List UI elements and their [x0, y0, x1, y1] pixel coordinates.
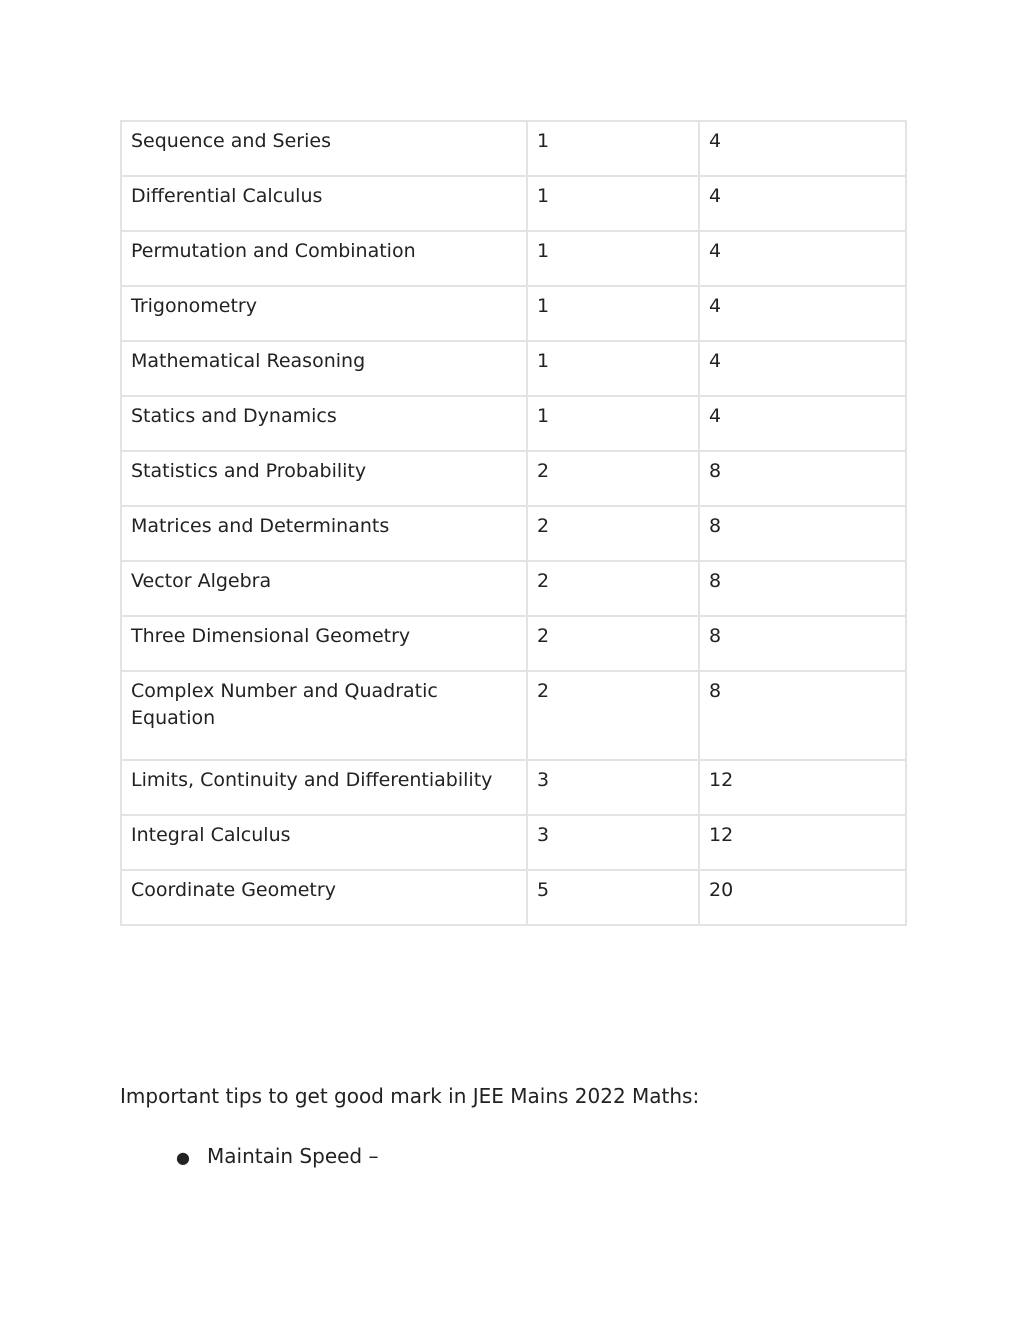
list-item [176, 1142, 378, 1172]
table-row [121, 396, 906, 451]
table-row [121, 451, 906, 506]
questions-cell: 1 [527, 121, 699, 176]
questions-cell: 2 [527, 616, 699, 671]
questions-cell: 1 [527, 231, 699, 286]
table-row [121, 176, 906, 231]
topic-cell: Limits, Continuity and Differentiability [121, 760, 527, 815]
marks-cell: 20 [699, 870, 906, 925]
topic-cell: Statics and Dynamics [121, 396, 527, 451]
topic-cell: Integral Calculus [121, 815, 527, 870]
list-item-text: Maintain Speed – [207, 1144, 379, 1168]
table-row [121, 561, 906, 616]
marks-cell: 8 [699, 561, 906, 616]
marks-cell: 4 [699, 341, 906, 396]
questions-cell: 3 [527, 815, 699, 870]
topic-cell: Matrices and Determinants [121, 506, 527, 561]
marks-cell: 4 [699, 286, 906, 341]
topic-cell: Permutation and Combination [121, 231, 527, 286]
table-row [121, 231, 906, 286]
table-row [121, 341, 906, 396]
marks-cell: 4 [699, 231, 906, 286]
table-row [121, 760, 906, 815]
table-row [121, 870, 906, 925]
table-row [121, 286, 906, 341]
marks-cell: 4 [699, 176, 906, 231]
table-row [121, 616, 906, 671]
bullet-icon: ● [176, 1148, 190, 1167]
marks-cell: 4 [699, 121, 906, 176]
topic-cell: Complex Number and Quadratic Equation [121, 671, 527, 760]
questions-cell: 2 [527, 506, 699, 561]
marks-cell: 4 [699, 396, 906, 451]
questions-cell: 1 [527, 176, 699, 231]
questions-cell: 2 [527, 561, 699, 616]
topic-cell: Trigonometry [121, 286, 527, 341]
topic-cell: Mathematical Reasoning [121, 341, 527, 396]
topic-cell: Three Dimensional Geometry [121, 616, 527, 671]
marks-cell: 8 [699, 451, 906, 506]
questions-cell: 2 [527, 671, 699, 760]
marks-cell: 12 [699, 815, 906, 870]
marks-cell: 12 [699, 760, 906, 815]
table-row [121, 506, 906, 561]
table-row [121, 671, 906, 760]
topic-cell: Vector Algebra [121, 561, 527, 616]
questions-cell: 1 [527, 396, 699, 451]
questions-cell: 1 [527, 341, 699, 396]
questions-cell: 1 [527, 286, 699, 341]
tips-list [176, 1142, 378, 1172]
marks-cell: 8 [699, 506, 906, 561]
questions-cell: 5 [527, 870, 699, 925]
topic-cell: Differential Calculus [121, 176, 527, 231]
topic-cell: Sequence and Series [121, 121, 527, 176]
questions-cell: 3 [527, 760, 699, 815]
marks-cell: 8 [699, 616, 906, 671]
marks-cell: 8 [699, 671, 906, 760]
topic-marks-table [120, 120, 907, 926]
table-row [121, 121, 906, 176]
tips-heading: Important tips to get good mark in JEE Mains 2022 Maths: [120, 1084, 700, 1108]
table-row [121, 815, 906, 870]
topic-cell: Statistics and Probability [121, 451, 527, 506]
topic-cell: Coordinate Geometry [121, 870, 527, 925]
questions-cell: 2 [527, 451, 699, 506]
